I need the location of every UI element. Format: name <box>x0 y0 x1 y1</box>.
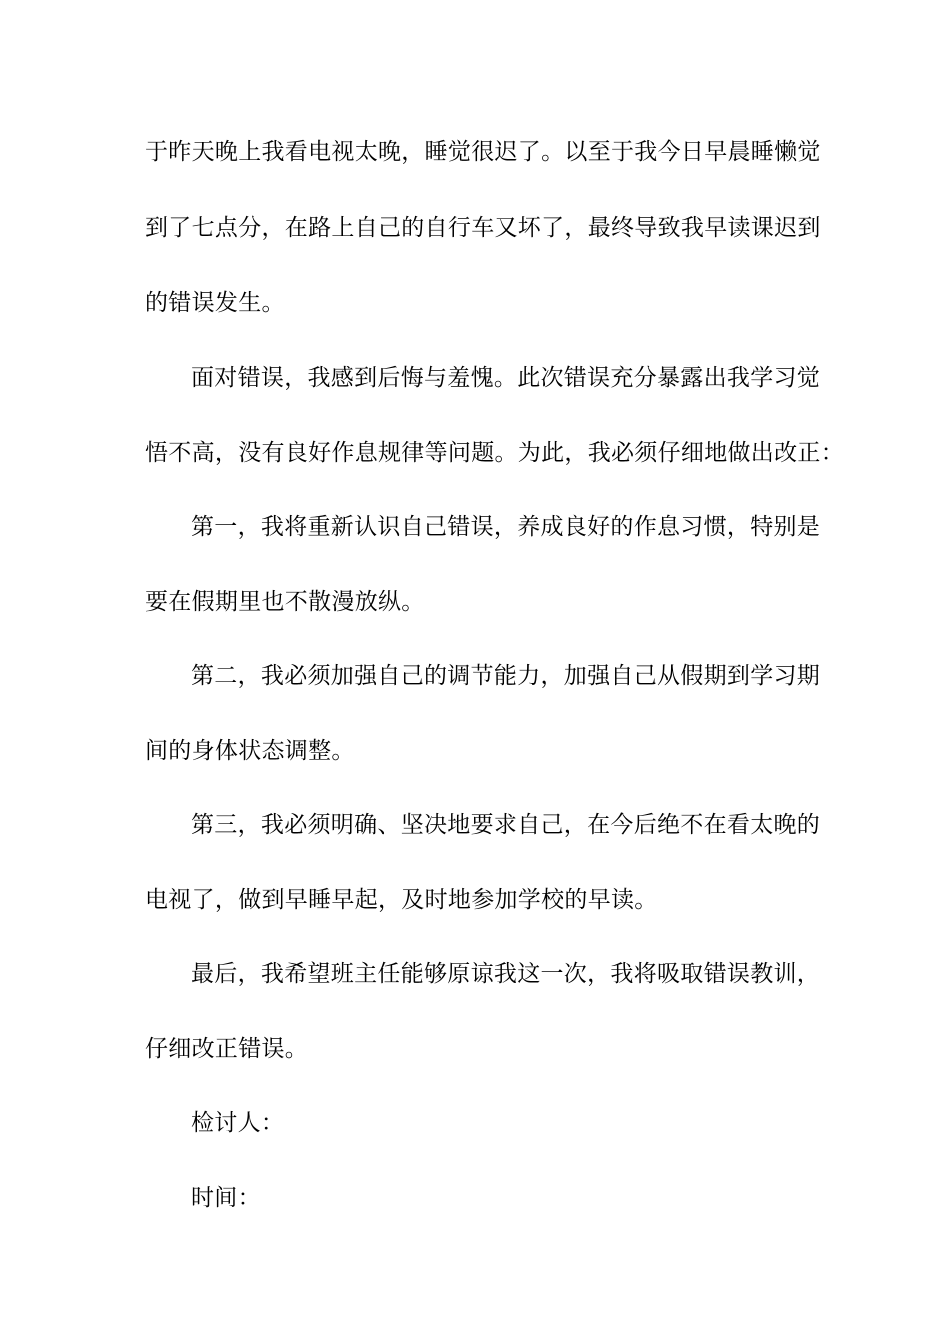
paragraph-first-line: 第三，我必须明确、坚决地要求自己，在今后绝不在看太晚的 <box>191 812 821 838</box>
paragraph-first-line: 面对错误，我感到后悔与羞愧。此次错误充分暴露出我学习觉 <box>191 365 821 391</box>
paragraph-first-line: 第一，我将重新认识自己错误，养成良好的作息习惯，特别是 <box>191 514 821 540</box>
text-line: 悟不高，没有良好作息规律等问题。为此，我必须仔细地做出改正： <box>145 440 844 466</box>
signature-label: 检讨人： <box>191 1110 285 1136</box>
text-line: 仔细改正错误。 <box>145 1036 309 1062</box>
text-line: 要在假期里也不散漫放纵。 <box>145 589 425 615</box>
text-line: 电视了，做到早睡早起，及时地参加学校的早读。 <box>145 887 658 913</box>
text-line: 的错误发生。 <box>145 290 285 316</box>
text-line: 到了七点分，在路上自己的自行车又坏了，最终导致我早读课迟到 <box>145 215 821 241</box>
date-label: 时间： <box>191 1185 261 1211</box>
paragraph-first-line: 第二，我必须加强自己的调节能力，加强自己从假期到学习期 <box>191 663 821 689</box>
text-line: 于昨天晚上我看电视太晚，睡觉很迟了。以至于我今日早晨睡懒觉 <box>145 139 821 165</box>
paragraph-first-line: 最后，我希望班主任能够原谅我这一次，我将吸取错误教训， <box>191 961 821 987</box>
text-line: 间的身体状态调整。 <box>145 738 355 764</box>
